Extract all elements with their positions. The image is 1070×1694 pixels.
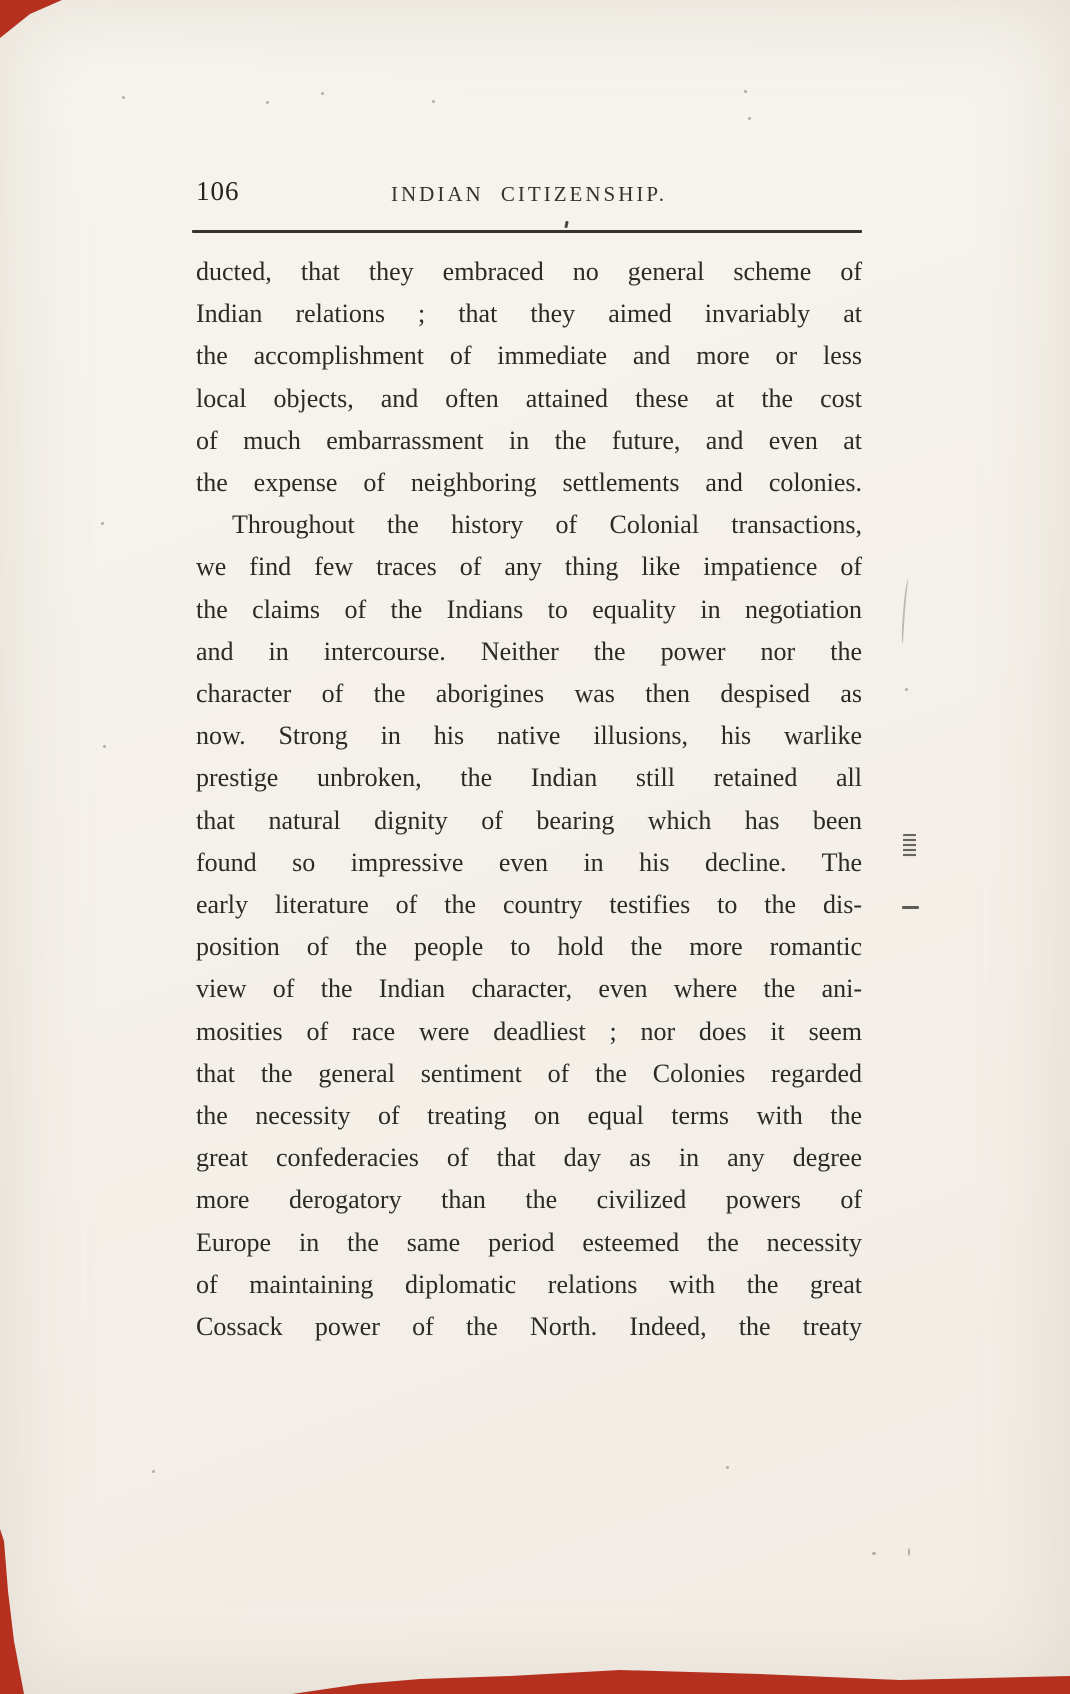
speck [432, 100, 435, 103]
scan-edge-left-bottom [0, 1529, 30, 1694]
paragraph [196, 251, 862, 504]
scan-artifact-tick [564, 221, 568, 228]
speck [872, 1552, 876, 1555]
text-line: the accomplishment of immediate and more or less [196, 341, 862, 371]
paragraph [196, 504, 862, 1348]
text-line: that natural dignity of bearing which has been [196, 805, 862, 835]
speck [908, 1548, 910, 1556]
speck [103, 745, 106, 748]
speck [266, 101, 269, 104]
text-line: character of the aborigines was then despised as [196, 679, 862, 709]
speck [726, 1466, 729, 1469]
text-line: view of the Indian character, even where the ani- [196, 974, 862, 1004]
text-line: and in intercourse. Neither the power nor the [196, 636, 862, 666]
text-line: prestige unbroken, the Indian still retained all [196, 763, 862, 793]
text-line: the claims of the Indians to equality in negotiation [196, 594, 862, 624]
text-line: more derogatory than the civilized powers of [196, 1185, 862, 1215]
text-line: we find few traces of any thing like impatience of [196, 552, 862, 582]
text-line: position of the people to hold the more romantic [196, 932, 862, 962]
text-line: the necessity of treating on equal terms with the [196, 1101, 862, 1131]
speck [905, 688, 908, 691]
scan-edge-bottom [0, 1652, 1070, 1694]
speck [748, 117, 751, 120]
text-line: early literature of the country testifies to the dis- [196, 890, 862, 920]
text-line: ducted, that they embraced no general scheme of [196, 257, 862, 286]
page-number: 106 [196, 176, 240, 206]
text-line: of maintaining diplomatic relations with the great [196, 1269, 862, 1299]
text-line: Throughout the history of Colonial transactions, [232, 510, 862, 540]
text-line: mosities of race were deadliest ; nor does it seem [196, 1016, 862, 1046]
speck [321, 92, 324, 95]
scan-artifact-smudge [903, 834, 916, 858]
running-head: INDIAN CITIZENSHIP. [391, 182, 667, 206]
speck [122, 96, 125, 99]
scan-artifact-dash [902, 906, 919, 909]
text-line: that the general sentiment of the Colonies regarded [196, 1058, 862, 1088]
text-line: the expense of neighboring settlements and colonies. [196, 468, 862, 498]
text-line: now. Strong in his native illusions, his warlike [196, 721, 862, 751]
text-line: Indian relations ; that they aimed invariably at [196, 299, 862, 329]
speck [101, 522, 104, 525]
scan-artifact-squiggle [901, 578, 912, 644]
text-line: Europe in the same period esteemed the necessity [196, 1227, 862, 1257]
text-line: found so impressive even in his decline. The [196, 847, 862, 877]
header-rule [192, 230, 862, 233]
body-text [196, 251, 862, 1348]
text-line: great confederacies of that day as in any degree [196, 1143, 862, 1173]
text-line: Cossack power of the North. Indeed, the treaty [196, 1312, 862, 1342]
scan-edge-top-left [0, 0, 70, 46]
speck [744, 90, 747, 93]
speck [152, 1470, 155, 1473]
text-line: local objects, and often attained these at the cost [196, 383, 862, 413]
text-line: of much embarrassment in the future, and even at [196, 425, 862, 455]
